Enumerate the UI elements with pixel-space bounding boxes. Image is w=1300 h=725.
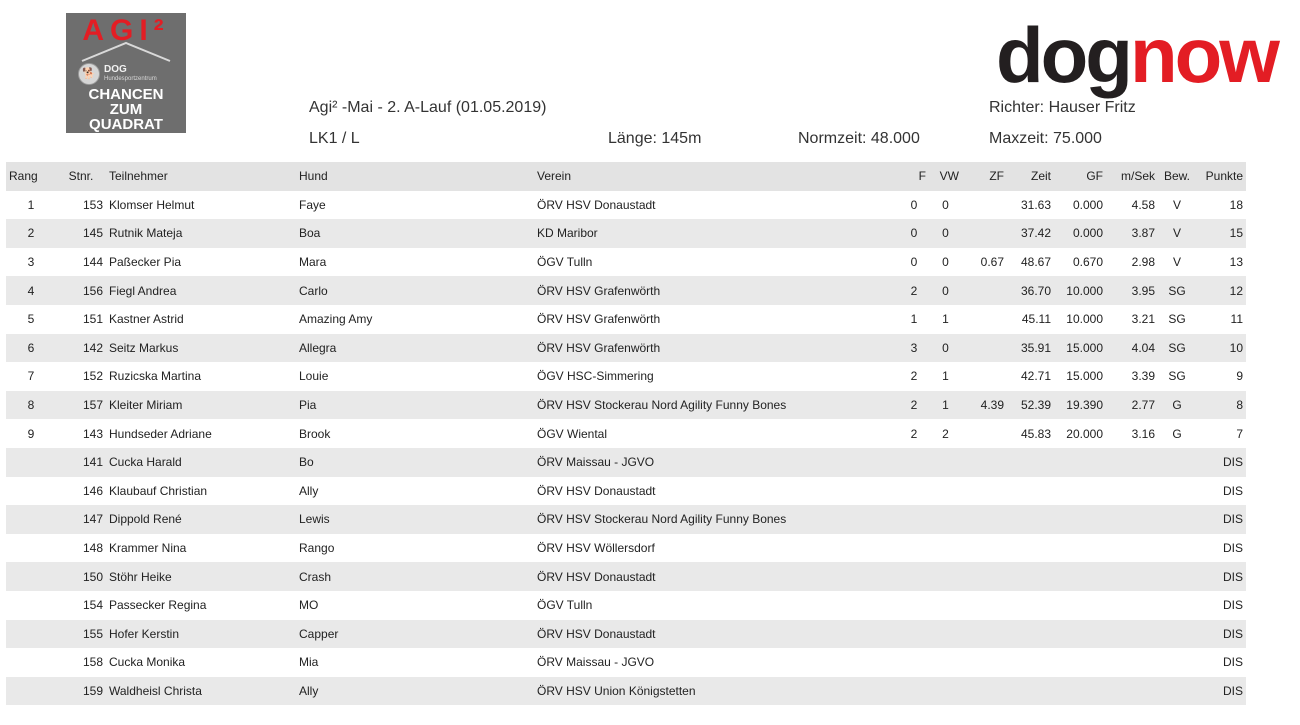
cell-time-faults	[962, 477, 1007, 506]
cell-rank	[6, 477, 56, 506]
cell-start-number: 155	[82, 626, 103, 641]
cell-rating	[1158, 648, 1196, 677]
agi-badge-subtitle: Hundesportzentrum	[104, 76, 157, 82]
col-header-faults: F	[918, 169, 926, 184]
agi-slogan-line-2: ZUM	[109, 101, 143, 118]
cell-time: 45.83	[1020, 426, 1051, 441]
cell-start-number: 143	[82, 426, 103, 441]
cell-points: DIS	[1222, 541, 1243, 556]
cell-rating	[1158, 591, 1196, 620]
cell-start-number: 157	[82, 398, 103, 413]
cell-total-faults	[1054, 677, 1106, 706]
cell-speed	[1106, 648, 1158, 677]
cell-rank	[6, 448, 56, 477]
cell-time-faults	[962, 677, 1007, 706]
cell-refusals	[929, 677, 962, 706]
cell-faults: 2	[910, 398, 918, 413]
cell-time-faults	[962, 276, 1007, 305]
cell-points: 13	[1229, 255, 1243, 270]
cell-dog: Pia	[299, 398, 317, 413]
cell-speed	[1106, 620, 1158, 649]
cell-rank	[6, 677, 56, 706]
cell-total-faults: 20.000	[1066, 426, 1103, 441]
cell-time-faults	[962, 562, 1007, 591]
cell-refusals: 0	[942, 283, 949, 298]
cell-start-number: 147	[82, 512, 103, 527]
cell-speed	[1106, 534, 1158, 563]
results-table	[6, 162, 1246, 705]
cell-speed: 3.21	[1131, 312, 1155, 327]
table-row	[6, 505, 1246, 534]
cell-rank: 5	[27, 312, 35, 327]
cell-faults: 1	[910, 312, 918, 327]
cell-participant: Dippold René	[109, 512, 182, 527]
cell-faults	[899, 562, 929, 591]
cell-speed: 3.39	[1131, 369, 1155, 384]
cell-faults	[899, 534, 929, 563]
cell-refusals: 0	[942, 340, 949, 355]
col-header-time-faults: ZF	[989, 169, 1004, 184]
cell-rank: 9	[27, 426, 35, 441]
cell-faults: 2	[910, 283, 918, 298]
event-class: LK1 / L	[309, 130, 360, 147]
cell-participant: Krammer Nina	[109, 541, 187, 556]
cell-time: 37.42	[1020, 226, 1051, 241]
dognow-logo-now: now	[1129, 11, 1277, 99]
cell-refusals	[929, 448, 962, 477]
cell-time	[1007, 591, 1054, 620]
cell-club: ÖRV HSV Donaustadt	[537, 197, 656, 212]
cell-rank	[6, 591, 56, 620]
cell-points: DIS	[1222, 483, 1243, 498]
cell-speed	[1106, 477, 1158, 506]
table-row	[6, 362, 1246, 391]
col-header-speed: m/Sek	[1120, 169, 1155, 184]
cell-club: ÖGV Tulln	[537, 255, 593, 270]
cell-participant: Klaubauf Christian	[109, 483, 208, 498]
cell-time-faults	[962, 620, 1007, 649]
cell-points: 18	[1229, 197, 1243, 212]
cell-rank: 1	[27, 197, 35, 212]
cell-rating: V	[1172, 226, 1181, 241]
cell-faults	[899, 477, 929, 506]
event-title: Agi² -Mai - 2. A-Lauf (01.05.2019)	[309, 99, 547, 116]
cell-dog: Capper	[299, 626, 339, 641]
cell-club: ÖGV Tulln	[537, 598, 593, 613]
cell-participant: Cucka Monika	[109, 655, 186, 670]
cell-time	[1007, 505, 1054, 534]
cell-time	[1007, 477, 1054, 506]
dog-icon: 🐕	[78, 63, 100, 85]
cell-total-faults: 0.000	[1072, 226, 1103, 241]
cell-points: 8	[1236, 398, 1243, 413]
cell-participant: Hofer Kerstin	[109, 626, 180, 641]
cell-dog: Bo	[299, 455, 314, 470]
cell-rank: 4	[27, 283, 35, 298]
table-row	[6, 648, 1246, 677]
cell-participant: Stöhr Heike	[109, 569, 172, 584]
cell-start-number: 145	[82, 226, 103, 241]
cell-points: DIS	[1222, 626, 1243, 641]
cell-rating: SG	[1168, 369, 1186, 384]
cell-rating: V	[1172, 255, 1181, 270]
cell-participant: Passecker Regina	[109, 598, 207, 613]
cell-rating	[1158, 534, 1196, 563]
cell-rank	[6, 648, 56, 677]
cell-rating: SG	[1168, 340, 1186, 355]
cell-club: ÖGV HSC-Simmering	[537, 369, 654, 384]
cell-participant: Kleiter Miriam	[109, 398, 183, 413]
cell-total-faults: 15.000	[1066, 369, 1103, 384]
cell-rating: G	[1172, 398, 1182, 413]
cell-total-faults	[1054, 591, 1106, 620]
cell-faults	[899, 677, 929, 706]
cell-club: ÖRV HSV Grafenwörth	[537, 312, 661, 327]
table-row	[6, 334, 1246, 363]
cell-faults: 0	[910, 197, 918, 212]
cell-rating: SG	[1168, 312, 1186, 327]
cell-participant: Fiegl Andrea	[109, 283, 177, 298]
cell-start-number: 144	[82, 255, 103, 270]
table-row	[6, 677, 1246, 706]
cell-total-faults: 10.000	[1066, 312, 1103, 327]
max-time: Maxzeit: 75.000	[989, 130, 1102, 147]
cell-refusals	[929, 620, 962, 649]
cell-start-number: 152	[82, 369, 103, 384]
table-row	[6, 305, 1246, 334]
cell-time: 45.11	[1021, 312, 1051, 327]
cell-participant: Hundseder Adriane	[109, 426, 212, 441]
cell-total-faults	[1054, 448, 1106, 477]
cell-dog: Brook	[299, 426, 331, 441]
cell-club: ÖRV HSV Grafenwörth	[537, 340, 661, 355]
cell-faults	[899, 448, 929, 477]
cell-club: ÖRV HSV Stockerau Nord Agility Funny Bones	[537, 398, 787, 413]
results-header-row	[6, 162, 1246, 191]
table-row	[6, 391, 1246, 420]
cell-rating: SG	[1168, 283, 1186, 298]
cell-refusals: 0	[942, 226, 949, 241]
cell-rating	[1158, 505, 1196, 534]
cell-points: DIS	[1222, 512, 1243, 527]
cell-refusals: 0	[942, 197, 949, 212]
cell-refusals: 2	[942, 426, 949, 441]
cell-rating	[1158, 620, 1196, 649]
cell-club: ÖRV HSV Stockerau Nord Agility Funny Bones	[537, 512, 787, 527]
cell-participant: Klomser Helmut	[109, 197, 195, 212]
cell-participant: Rutnik Mateja	[109, 226, 183, 241]
cell-refusals: 1	[942, 369, 949, 384]
agi-slogan-line-3: QUADRAT	[89, 116, 163, 133]
cell-participant: Kastner Astrid	[109, 312, 184, 327]
cell-time: 52.39	[1020, 398, 1051, 413]
cell-rank	[6, 534, 56, 563]
cell-dog: Mara	[299, 255, 327, 270]
table-row	[6, 276, 1246, 305]
agi-logo-badge	[78, 63, 174, 85]
cell-time	[1007, 448, 1054, 477]
cell-time	[1007, 534, 1054, 563]
col-header-rank: Rang	[9, 169, 38, 184]
cell-dog: Faye	[299, 197, 326, 212]
table-row	[6, 477, 1246, 506]
col-header-total-faults: GF	[1086, 169, 1103, 184]
cell-dog: Allegra	[299, 340, 337, 355]
cell-time: 35.91	[1020, 340, 1051, 355]
cell-time-faults	[962, 448, 1007, 477]
cell-rating	[1158, 677, 1196, 706]
cell-speed	[1106, 505, 1158, 534]
cell-dog: Ally	[299, 683, 319, 698]
cell-total-faults: 0.670	[1072, 255, 1103, 270]
cell-faults: 0	[910, 255, 918, 270]
table-row	[6, 219, 1246, 248]
cell-speed	[1106, 448, 1158, 477]
cell-points: 15	[1229, 226, 1243, 241]
cell-club: KD Maribor	[537, 226, 598, 241]
cell-rank: 7	[27, 369, 35, 384]
cell-speed	[1106, 591, 1158, 620]
cell-rank: 8	[27, 398, 35, 413]
cell-participant: Seitz Markus	[109, 340, 179, 355]
judge: Richter: Hauser Fritz	[989, 99, 1136, 116]
cell-faults: 0	[910, 226, 918, 241]
col-header-start-number: Stnr.	[68, 169, 94, 184]
cell-start-number: 141	[82, 455, 103, 470]
course-length: Länge: 145m	[608, 130, 702, 147]
cell-dog: Crash	[299, 569, 332, 584]
cell-participant: Waldheisl Christa	[109, 683, 202, 698]
results-body	[6, 191, 1246, 706]
cell-time: 48.67	[1020, 255, 1051, 270]
cell-refusals	[929, 591, 962, 620]
cell-speed: 3.16	[1131, 426, 1155, 441]
cell-dog: Mia	[299, 655, 319, 670]
cell-total-faults: 19.390	[1066, 398, 1103, 413]
table-row	[6, 248, 1246, 277]
cell-total-faults: 0.000	[1072, 197, 1103, 212]
dognow-logo-dog: dog	[996, 11, 1130, 99]
cell-dog: Carlo	[299, 283, 328, 298]
cell-start-number: 151	[82, 312, 103, 327]
cell-faults: 3	[910, 340, 918, 355]
cell-start-number: 153	[82, 197, 103, 212]
cell-speed: 4.58	[1131, 197, 1155, 212]
cell-participant: Cucka Harald	[109, 455, 182, 470]
cell-total-faults	[1054, 477, 1106, 506]
cell-refusals	[929, 534, 962, 563]
cell-club: ÖRV Maissau - JGVO	[537, 455, 655, 470]
cell-dog: Ally	[299, 483, 319, 498]
cell-dog: MO	[299, 598, 319, 613]
cell-rating: G	[1172, 426, 1182, 441]
col-header-refusals: VW	[939, 169, 959, 184]
cell-refusals	[929, 477, 962, 506]
cell-start-number: 159	[82, 683, 103, 698]
cell-start-number: 156	[82, 283, 103, 298]
cell-rating	[1158, 477, 1196, 506]
cell-time	[1007, 562, 1054, 591]
cell-time-faults	[962, 419, 1007, 448]
cell-refusals	[929, 648, 962, 677]
cell-time-faults	[962, 334, 1007, 363]
cell-dog: Louie	[299, 369, 329, 384]
cell-time-faults	[962, 305, 1007, 334]
cell-points: DIS	[1222, 683, 1243, 698]
agi-badge-title: DOG	[104, 64, 127, 75]
table-row	[6, 620, 1246, 649]
cell-faults	[899, 505, 929, 534]
cell-start-number: 146	[82, 483, 103, 498]
cell-faults	[899, 591, 929, 620]
table-row	[6, 562, 1246, 591]
cell-club: ÖRV HSV Donaustadt	[537, 569, 656, 584]
cell-refusals	[929, 562, 962, 591]
cell-time-faults: 0.67	[980, 255, 1004, 270]
cell-rating	[1158, 448, 1196, 477]
cell-rank: 3	[27, 255, 35, 270]
cell-club: ÖGV Wiental	[537, 426, 608, 441]
cell-points: DIS	[1222, 455, 1243, 470]
house-roof-icon	[80, 39, 172, 63]
cell-total-faults	[1054, 505, 1106, 534]
cell-dog: Rango	[299, 541, 335, 556]
cell-points: 7	[1236, 426, 1243, 441]
cell-speed: 4.04	[1131, 340, 1155, 355]
cell-faults	[899, 648, 929, 677]
cell-rank: 6	[27, 340, 35, 355]
cell-time-faults	[962, 362, 1007, 391]
cell-points: DIS	[1222, 655, 1243, 670]
cell-points: DIS	[1222, 569, 1243, 584]
agi-slogan-line-1: CHANCEN	[88, 86, 164, 103]
cell-refusals: 0	[942, 255, 949, 270]
cell-total-faults	[1054, 648, 1106, 677]
table-row	[6, 448, 1246, 477]
cell-time-faults	[962, 505, 1007, 534]
cell-speed	[1106, 677, 1158, 706]
cell-speed: 3.95	[1131, 283, 1155, 298]
cell-time-faults	[962, 591, 1007, 620]
col-header-participant: Teilnehmer	[109, 169, 168, 184]
cell-speed	[1106, 562, 1158, 591]
cell-time: 31.63	[1020, 197, 1051, 212]
cell-total-faults: 10.000	[1066, 283, 1103, 298]
cell-speed: 3.87	[1131, 226, 1155, 241]
cell-start-number: 148	[82, 541, 103, 556]
cell-total-faults	[1054, 534, 1106, 563]
cell-start-number: 158	[82, 655, 103, 670]
cell-club: ÖRV HSV Union Königstetten	[537, 683, 696, 698]
norm-time: Normzeit: 48.000	[798, 130, 920, 147]
cell-start-number: 154	[82, 598, 103, 613]
cell-time	[1007, 677, 1054, 706]
col-header-time: Zeit	[1030, 169, 1051, 184]
table-row	[6, 591, 1246, 620]
col-header-rating: Bew.	[1163, 169, 1190, 184]
agi-logo	[66, 13, 186, 133]
cell-rating	[1158, 562, 1196, 591]
cell-points: DIS	[1222, 598, 1243, 613]
cell-time: 42.71	[1020, 369, 1051, 384]
cell-dog: Lewis	[299, 512, 330, 527]
cell-time-faults	[962, 191, 1007, 220]
cell-faults: 2	[910, 426, 918, 441]
cell-dog: Amazing Amy	[299, 312, 373, 327]
col-header-points: Punkte	[1205, 169, 1243, 184]
cell-speed: 2.77	[1131, 398, 1155, 413]
cell-total-faults	[1054, 620, 1106, 649]
cell-total-faults	[1054, 562, 1106, 591]
cell-faults: 2	[910, 369, 918, 384]
cell-points: 11	[1230, 312, 1243, 327]
cell-club: ÖRV HSV Donaustadt	[537, 483, 656, 498]
cell-time-faults	[962, 534, 1007, 563]
agi-logo-wordmark: AGI²	[82, 14, 170, 47]
cell-rank	[6, 505, 56, 534]
table-row	[6, 191, 1246, 220]
cell-participant: Paßecker Pia	[109, 255, 182, 270]
dognow-logo	[996, 10, 1277, 100]
cell-refusals: 1	[942, 398, 949, 413]
cell-participant: Ruzicska Martina	[109, 369, 202, 384]
cell-club: ÖRV HSV Donaustadt	[537, 626, 656, 641]
cell-dog: Boa	[299, 226, 321, 241]
cell-club: ÖRV Maissau - JGVO	[537, 655, 655, 670]
cell-faults	[899, 620, 929, 649]
cell-rank: 2	[27, 226, 35, 241]
cell-time-faults	[962, 219, 1007, 248]
cell-time-faults: 4.39	[980, 398, 1004, 413]
cell-rating: V	[1172, 197, 1181, 212]
cell-rank	[6, 562, 56, 591]
cell-time	[1007, 620, 1054, 649]
cell-time: 36.70	[1020, 283, 1051, 298]
cell-speed: 2.98	[1131, 255, 1155, 270]
col-header-dog: Hund	[299, 169, 328, 184]
cell-points: 9	[1236, 369, 1243, 384]
cell-refusals	[929, 505, 962, 534]
cell-club: ÖRV HSV Wöllersdorf	[537, 541, 655, 556]
cell-points: 12	[1229, 283, 1243, 298]
cell-time	[1007, 648, 1054, 677]
cell-total-faults: 15.000	[1066, 340, 1103, 355]
table-row	[6, 419, 1246, 448]
cell-start-number: 142	[82, 340, 103, 355]
table-row	[6, 534, 1246, 563]
cell-rank	[6, 620, 56, 649]
cell-refusals: 1	[942, 312, 949, 327]
cell-club: ÖRV HSV Grafenwörth	[537, 283, 661, 298]
cell-time-faults	[962, 648, 1007, 677]
cell-start-number: 150	[82, 569, 103, 584]
col-header-club: Verein	[537, 169, 572, 184]
cell-points: 10	[1229, 340, 1243, 355]
